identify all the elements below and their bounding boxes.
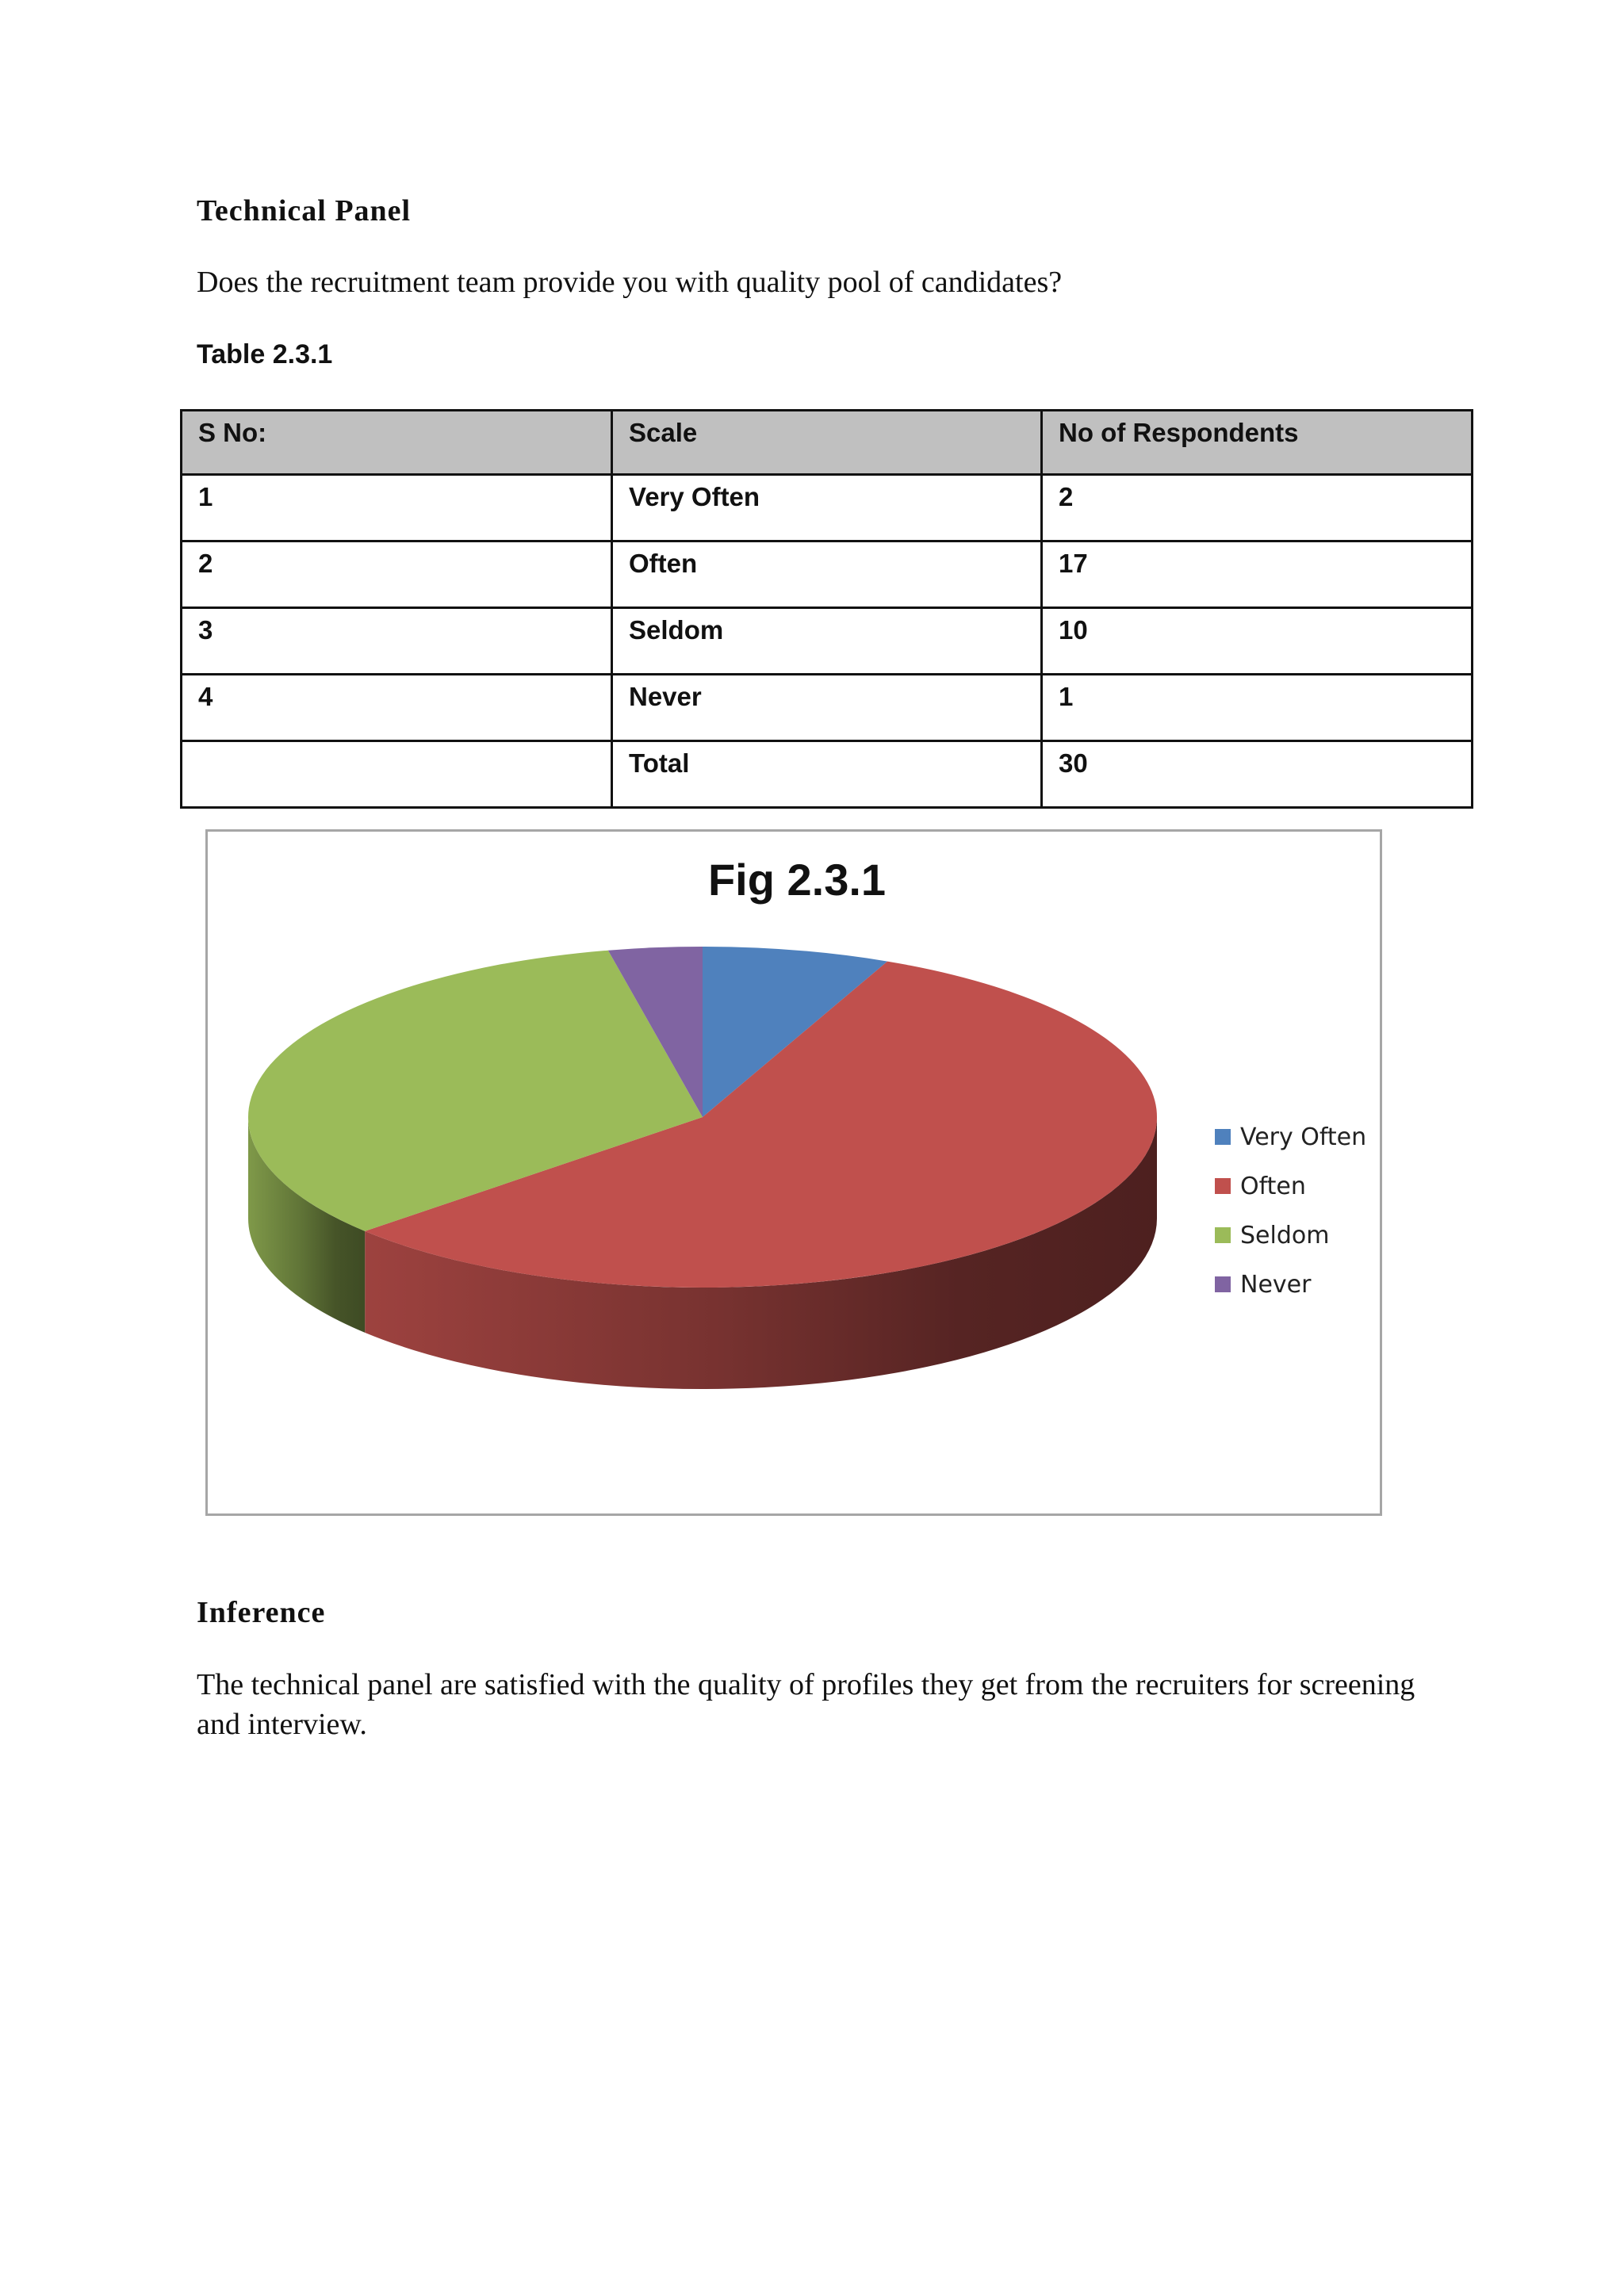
legend-swatch-seldom xyxy=(1215,1227,1231,1243)
table-cell: Very Often xyxy=(612,475,1042,541)
table-cell: 1 xyxy=(1042,675,1473,741)
table-row xyxy=(182,541,1473,608)
table-label: Table 2.3.1 xyxy=(197,339,333,369)
table-cell: 2 xyxy=(1042,475,1473,541)
legend-label-seldom: Seldom xyxy=(1240,1222,1330,1249)
table-cell: Never xyxy=(612,675,1042,741)
section-heading: Technical Panel xyxy=(197,194,412,228)
pie-chart-frame xyxy=(205,829,1382,1516)
inference-text: The technical panel are satisfied with the quality of profiles they get from the recruiters for screening and interview. xyxy=(197,1668,1415,1741)
pie-chart xyxy=(208,832,1380,1513)
legend-label-never: Never xyxy=(1240,1271,1312,1299)
legend-swatch-often xyxy=(1215,1178,1231,1194)
table-cell: Often xyxy=(612,541,1042,608)
survey-question: Does the recruitment team provide you with quality pool of candidates? xyxy=(197,266,1063,299)
table-cell: 2 xyxy=(182,541,612,608)
legend-label-very-often: Very Often xyxy=(1240,1123,1367,1151)
table-row xyxy=(182,475,1473,541)
table-row xyxy=(182,608,1473,675)
table-header-cell: Scale xyxy=(612,411,1042,475)
table-row xyxy=(182,741,1473,808)
table-cell: 10 xyxy=(1042,608,1473,675)
legend-swatch-never xyxy=(1215,1276,1231,1292)
table-cell: 30 xyxy=(1042,741,1473,808)
table-cell xyxy=(182,741,612,808)
respondents-table xyxy=(180,409,1473,809)
table-cell: 1 xyxy=(182,475,612,541)
table-cell: Seldom xyxy=(612,608,1042,675)
table-cell: 17 xyxy=(1042,541,1473,608)
legend-label-often: Often xyxy=(1240,1173,1306,1200)
legend-swatch-very-often xyxy=(1215,1129,1231,1145)
table-row xyxy=(182,675,1473,741)
table-cell: 4 xyxy=(182,675,612,741)
table-cell: Total xyxy=(612,741,1042,808)
inference-heading: Inference xyxy=(197,1596,326,1629)
table-header-cell: No of Respondents xyxy=(1042,411,1473,475)
chart-title: Fig 2.3.1 xyxy=(707,855,887,905)
table-header-row xyxy=(182,411,1473,475)
table-cell: 3 xyxy=(182,608,612,675)
table-header-cell: S No: xyxy=(182,411,612,475)
